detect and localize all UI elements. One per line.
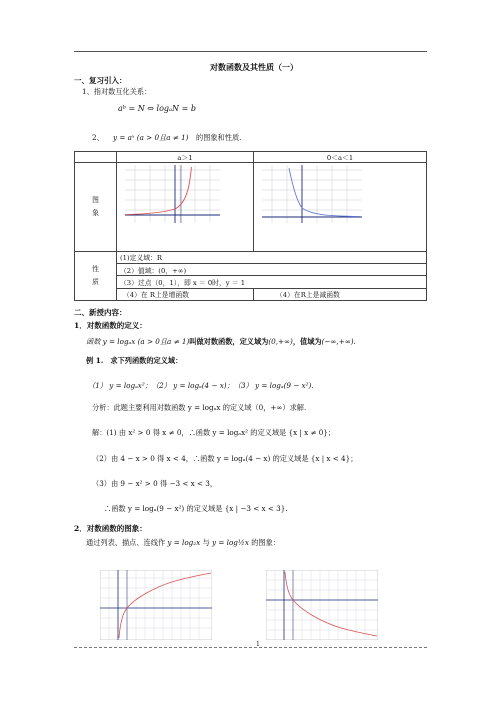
log2-label: y = log₂x <box>167 538 201 547</box>
grid <box>262 165 362 223</box>
grid <box>266 570 378 640</box>
item-2-text: 的图象和性质. <box>196 133 242 142</box>
loghalf-graph <box>266 570 378 640</box>
definition-line <box>86 337 356 347</box>
exp-decreasing-graph <box>262 165 362 223</box>
def-function: 函数 y = logₐx (a > 0且a ≠ 1) <box>86 337 190 346</box>
solution-1: 解：(1) 由 x² > 0 得 x ≠ 0，∴函数 y = logₐx² 的定义域是 {x | x ≠ 0}； <box>92 428 336 437</box>
loghalf-label: y = log½x <box>212 538 249 547</box>
loghalf-curve <box>285 572 377 636</box>
item-2-formula: y = aˣ (a > 0且a ≠ 1) <box>113 133 189 142</box>
def-text: 叫做对数函数，定义域为 <box>189 337 269 346</box>
section-2-heading: 二、新授内容： <box>74 308 127 317</box>
grid <box>100 570 212 640</box>
log2-curve <box>119 573 211 638</box>
row-label-props: 性 质 <box>75 251 117 300</box>
exp-increasing-graph <box>125 165 220 223</box>
graph-intro-and: 与 <box>202 538 210 547</box>
example-heading: 例 1. 求下列函数的定义域： <box>86 356 183 365</box>
solution-2: （2）由 4 − x > 0 得 x < 4，∴函数 y = logₐ(4 − x) 的定义域是 {x | x < 4}； <box>92 454 358 463</box>
footer-rule <box>74 647 427 648</box>
header-rule <box>74 51 427 52</box>
item-2-label: 2、 <box>92 133 104 142</box>
row-label-graph: 图 象 <box>75 163 117 251</box>
def-text-2: ，值域为 <box>292 337 322 346</box>
prop-increasing: （4）在 R上是增函数 <box>117 288 254 300</box>
page-title: 对数函数及其性质（一） <box>210 62 298 72</box>
conversion-formula: aᵇ = N ⇔ logₐN = b <box>118 104 196 113</box>
log2-graph <box>100 570 212 640</box>
example-items: （1） y = logₐx²；（2） y = logₐ(4 − x)；（3） y = logₐ(9 − x²). <box>88 381 314 390</box>
page-number: 1 <box>256 641 260 648</box>
graph-intro-text: 通过列表、描点、连线作 <box>86 538 166 547</box>
def-domain: (0,+∞) <box>268 337 293 346</box>
prop-range: （2）值域：(0，+∞) <box>117 263 427 275</box>
section-1-heading: 一、复习引入： <box>74 76 127 85</box>
graph-intro-end: 的图象： <box>251 538 280 547</box>
graph-intro <box>86 538 280 548</box>
def-period: . <box>353 337 356 346</box>
prop-decreasing: （4）在R上是减函数 <box>254 288 427 300</box>
prop-domain: (1)定义域：R <box>117 251 427 263</box>
col-header-a-gt-1: a＞1 <box>117 152 254 163</box>
graph-heading: 2．对数函数的图象： <box>74 524 147 533</box>
analysis-text: 分析：此题主要利用对数函数 y = logₐx 的定义域（0，+∞）求解. <box>92 403 307 412</box>
col-header-a-lt-1: 0＜a＜1 <box>254 152 427 163</box>
def-range: (−∞,+∞) <box>321 337 354 346</box>
solution-3: （3）由 9 − x² > 0 得 −3 < x < 3， <box>92 479 218 488</box>
item-1-label: 1、指对数互化关系： <box>82 87 152 96</box>
definition-heading: 1．对数函数的定义： <box>74 321 147 330</box>
solution-3b: ∴函数 y = logₐ(9 − x²) 的定义域是 {x | −3 < x < 3}. <box>104 504 288 513</box>
prop-fixed-point: （3）过点（0，1），即 x ＝ 0时，y ＝ 1 <box>117 276 427 288</box>
exp-curve-decreasing <box>289 168 360 217</box>
